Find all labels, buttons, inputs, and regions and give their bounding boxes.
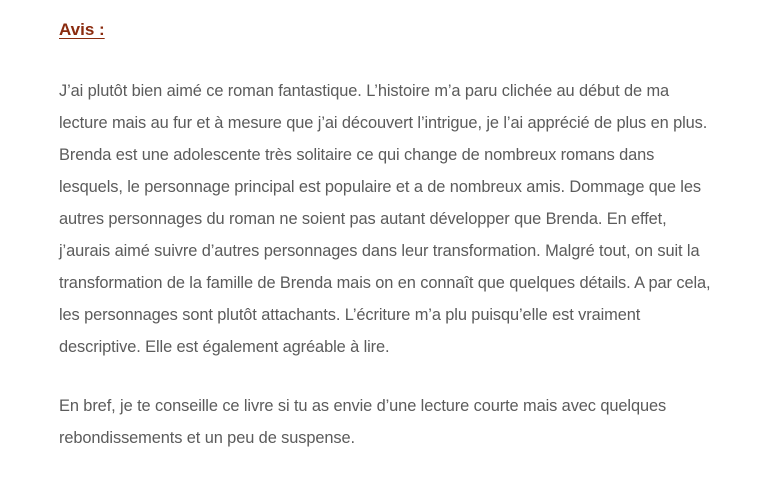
- review-paragraph-opinion: J’ai plutôt bien aimé ce roman fantastique. L’histoire m’a paru clichée au début de ma lecture mais au fur et à mesure que j’ai découvert l’intrigue, je l’ai apprécié de plus en plus. Brenda est une adolescente très solitaire ce qui change de nombreux romans dans lesquels, le personnage principal est populaire et a de nombreux amis. Dommage que les autres personnages du roman ne soient pas autant développer que Brenda. En effet, j’aurais aimé suivre d’autres personnages dans leur transformation. Malgré tout, on suit la transformation de la famille de Brenda mais on en connaît que quelques détails. A par cela, les personnages sont plutôt attachants. L’écriture m’a plu puisqu’elle est vraiment descriptive. Elle est également agréable à lire.: [59, 82, 711, 356]
- review-heading: Avis :: [59, 20, 105, 39]
- review-paragraph-conclusion: En bref, je te conseille ce livre si tu as envie d’une lecture courte mais avec quelques rebondissements et un peu de suspense.: [59, 397, 667, 447]
